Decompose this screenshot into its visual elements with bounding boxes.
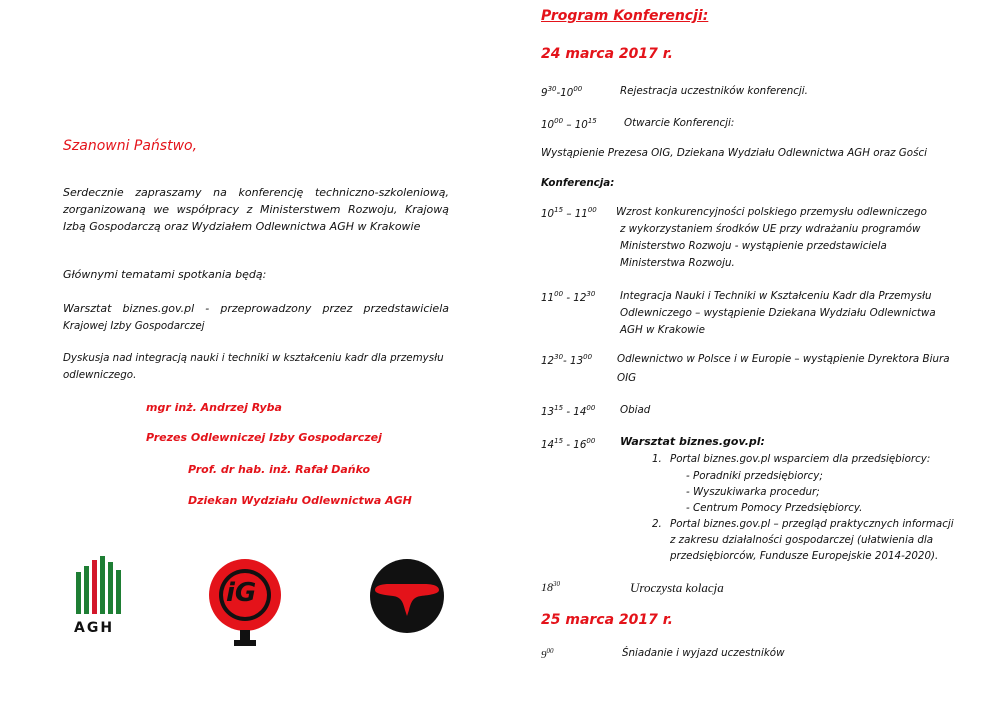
item-5-line-1: Odlewnictwo w Polsce i w Europie – wystąpienie Dyrektora Biura: [617, 353, 950, 365]
workshop-1-sub-2: - Wyszukiwarka procedur;: [686, 486, 820, 498]
item-2-time: $10^{00} - 10^{15}$: [541, 117, 597, 131]
odlewnictwo-logo: [369, 558, 445, 634]
item-7-time: $14^{15} - 16^{00}$: [541, 437, 596, 451]
item-1-time: $9^{30}-10^{00}$: [541, 85, 583, 99]
topic-1-line-1: Warsztat biznes.gov.pl - przeprowadzony przez przedstawiciela: [63, 302, 449, 315]
item-3-line-4: Ministerstwa Rozwoju.: [620, 257, 735, 269]
signatory-2-name: Prof. dr hab. inż. Rafał Dańko: [188, 463, 371, 476]
item-3-line-2: z wykorzystaniem środków UE przy wdrażaniu programów: [620, 223, 921, 235]
agh-logo-text: AGH: [74, 620, 115, 636]
item-5-line-2: OIG: [617, 372, 637, 384]
item-4-line-1: Integracja Nauki i Techniki w Kształceniu Kadr dla Przemysłu: [620, 290, 932, 302]
item-9-time: $9^{00}$: [541, 647, 554, 661]
workshop-1-text: Portal biznes.gov.pl wsparciem dla przedsiębiorcy:: [670, 453, 931, 465]
letter-intro-line-2: zorganizowaną we współpracy z Ministerstwem Rozwoju, Krajową: [63, 203, 449, 216]
odlewnictwo-logo-mark: [369, 558, 445, 634]
workshop-2-line-3: przedsiębiorców, Fundusze Europejskie 2014-2020).: [670, 550, 939, 562]
item-1-text: Rejestracja uczestników konferencji.: [620, 85, 808, 97]
signatory-2-title: Dziekan Wydziału Odlewnictwa AGH: [188, 494, 412, 507]
workshop-heading: Warsztat biznes.gov.pl:: [620, 435, 765, 448]
letter-greeting: Szanowni Państwo,: [63, 138, 198, 154]
signatory-1-title: Prezes Odlewniczej Izby Gospodarczej: [146, 431, 382, 444]
topic-2-line-2: odlewniczego.: [63, 369, 137, 381]
item-5-time: $12^{30}-$ $13^{00}$: [541, 353, 593, 367]
item-3-line-1: Wzrost konkurencyjności polskiego przemysłu odlewniczego: [616, 206, 927, 218]
workshop-1-number: 1.: [652, 453, 662, 465]
conference-heading: Konferencja:: [541, 177, 615, 189]
letter-intro-line-1: Serdecznie zapraszamy na konferencję techniczno-szkoleniową,: [63, 186, 449, 199]
day-1-date: 24 marca 2017 r.: [541, 46, 673, 62]
item-8-text: Uroczysta kolacja: [630, 580, 724, 595]
signatory-1-name: mgr inż. Andrzej Ryba: [146, 401, 282, 414]
workshop-2-number: 2.: [652, 518, 662, 530]
item-3-line-3: Ministerstwo Rozwoju - wystąpienie przedstawiciela: [620, 240, 887, 252]
item-3-time: $10^{15} - 11^{00}$: [541, 206, 597, 220]
topic-1-line-2: Krajowej Izby Gospodarczej: [63, 320, 205, 332]
workshop-2-line-1: Portal biznes.gov.pl – przegląd praktycznych informacji: [670, 518, 954, 530]
speeches-text: Wystąpienie Prezesa OIG, Dziekana Wydziału Odlewnictwa AGH oraz Gości: [541, 147, 927, 159]
item-4-time: $11^{00} - 12^{30}$: [541, 290, 596, 304]
workshop-1-sub-3: - Centrum Pomocy Przedsiębiorcy.: [686, 502, 863, 514]
item-4-line-2: Odlewniczego – wystąpienie Dziekana Wydziału Odlewnictwa: [620, 307, 936, 319]
day-2-date: 25 marca 2017 r.: [541, 612, 673, 628]
item-6-text: Obiad: [620, 404, 651, 416]
item-6-time: $13^{15} - 14^{00}$: [541, 404, 596, 418]
item-4-line-3: AGH w Krakowie: [620, 324, 705, 336]
program-title: Program Konferencji:: [541, 8, 709, 24]
oig-logo-text: iG: [226, 578, 257, 608]
topic-2-line-1: Dyskusja nad integracją nauki i techniki w kształceniu kadr dla przemysłu: [63, 352, 444, 364]
letter-intro-line-3: Izbą Gospodarczą oraz Wydziałem Odlewnictwa AGH w Krakowie: [63, 220, 421, 233]
workshop-2-line-2: z zakresu działalności gospodarczej (ułatwienia dla: [670, 534, 934, 546]
item-9-text: Śniadanie i wyjazd uczestników: [622, 647, 785, 659]
agh-logo: [70, 556, 130, 642]
item-2-text: Otwarcie Konferencji:: [624, 117, 735, 129]
item-8-time: $18^{30}$: [541, 580, 560, 594]
oig-logo: [204, 556, 286, 648]
workshop-1-sub-1: - Poradniki przedsiębiorcy;: [686, 470, 823, 482]
topics-heading: Głównymi tematami spotkania będą:: [63, 268, 267, 281]
